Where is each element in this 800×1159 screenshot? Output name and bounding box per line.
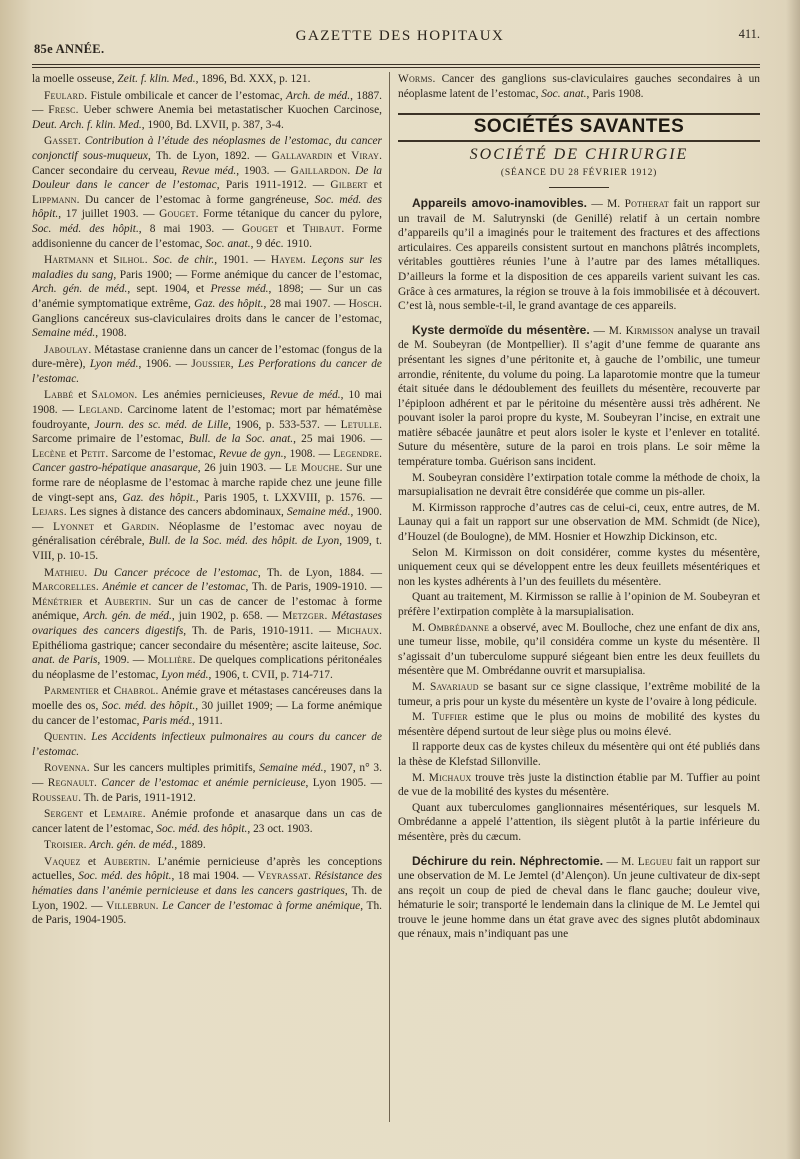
- bibliography-entry: Parmentier et Chabrol. Anémie grave et métastases cancéreuses dans la moelle des os, Soc. méd. des hôpit., 30 juillet 1909; — La forme anémique du cancer de l’estomac, Paris méd., 1911.: [32, 685, 383, 727]
- article-lead-paragraph: [398, 323, 760, 470]
- article-paragraph: Quant au traitement, M. Kirmisson se rallie à l’opinion de M. Soubeyran et préfère l’extirpation complète à la marsupialisation.: [398, 591, 760, 618]
- article-paragraph: M. Ombrédanne a observé, avec M. Boulloche, chez une enfant de dix ans, une tumeur lisse, mobile, qu’il considéra comme un kyste du mésentère. Il s’agissait d’un tuberculome suppuré siégeant bien entre les deux feuillets du mésentère que M. Ombrédanne ouvrit et marsupialisa.: [398, 621, 761, 678]
- article-body: — M. Kirmisson analyse un travail de M. Soubeyran (de Montpellier). Il s’agit d’une femme de quarante ans présentant les signes d’une péritonite et, à gauche de l’ombilic, une tumeur arrondie, rénitente, du volume du poing. La laparotomie montre que la tumeur était située dans le dédoublement des feuillets du mésentère, recouverte par l’épiploon adhérent et par le péritoine du mésentère aussi très adhérent. Ne pouvant isoler la paroi propre du kyste, M. Soubeyran l’incise, en extrait une matière sébacée jaunâtre et peut alors isoler le kyste et l’enlever en totalité. Suture du mésentère, suture de la paroi en trois plans. Le soir même la température tomba. Guérison sans incident.: [398, 324, 761, 469]
- article-lead-paragraph: [398, 854, 760, 943]
- bibliography-entry: Quentin. Les Accidents infectieux pulmonaires au cours du cancer de l’estomac.: [32, 731, 382, 758]
- issue-year: 85e ANNÉE.: [34, 42, 105, 56]
- article-body: — M. Potherat fait un rapport sur un travail de M. Salutrynski (de Genillé) relatif à un certain nombre d’appareils qu’il a imaginés pour le traitement des fractures et des affections articulaires. Ces appareils consistent surtout en manchons plâtrés incomplets, véritables gouttières réunies l’une à l’autre par des lames métalliques. D’ailleurs la forme et la disposition de ces appareils varient suivant les cas. Grâce à ces armatures, la région se trouve à la fois immobilisée et à découvert. C’est là, nous semble-t-il, le grand avantage de ces appareils.: [398, 197, 760, 313]
- bibliography-entry-continued: Worms. Cancer des ganglions sus-claviculaires gauches secondaires à un néoplasme latent de l’estomac, Soc. anat., Paris 1908.: [398, 73, 760, 100]
- bibliography-entry: Labbé et Salomon. Les anémies pernicieuses, Revue de méd., 10 mai 1908. — Legland. Carcinome latent de l’estomac; mort par hématémèse foudroyante, Journ. des sc. méd. de Lille, 1906, p. 533-537. — Letulle. Sarcome primaire de l’estomac, Bull. de la Soc. anat., 25 mai 1906. — Lecène et Petit. Sarcome de l’estomac, Revue de gyn., 1908. — Legendre. Cancer gastro-hépatique anasarque, 26 juin 1903. — Le Mouche. Sur une forme rare de néoplasme de l’estomac à marche rapide chez une jeune fille de vingt-sept ans, Gaz. des hôpit., Paris 1905, t. LXXVIII, p. 1576. — Lejars. Les signes à distance des cancers abdominaux, Semaine méd., 1900. — Lyonnet et Gardin. Néoplasme de l’estomac avec noyau de généralisation cérébrale, Bull. de la Soc. méd. des hôpit. de Lyon, 1909, t. VIII, p. 10-15.: [32, 389, 383, 562]
- bibliography-entry: Jaboulay. Métastase cranienne dans un cancer de l’estomac (fongus de la dure-mère), Lyon méd., 1906. — Joussier, Les Perforations du cancer de l’estomac.: [32, 343, 382, 385]
- article-lead-paragraph: [398, 196, 760, 314]
- header-rule: [32, 64, 760, 68]
- page-number: 411.: [738, 27, 760, 41]
- article-body: — M. Legueu fait un rapport sur une observation de M. Le Jemtel (d’Alençon). Un jeune cultivateur de dix-sept ans reçoit un coup de pied de cheval dans le flanc gauche; douleur vive, hématurie le soir; transporté le lendemain dans la clinique de M. Le Jemtel qui trouve le jeune homme dans un état grave avec des signes plutôt abdominaux que rénaux, mais n’indiquant pas une: [398, 855, 760, 941]
- society-name: SOCIÉTÉ DE CHIRURGIE: [469, 145, 689, 163]
- reports-column: [398, 72, 760, 943]
- session-date: (SÉANCE DU 28 FÉVRIER 1912): [500, 168, 658, 179]
- article-paragraph: M. Savariaud se basant sur ce signe classique, l’extrême mobilité de la tumeur, a pris pour un kyste du mésentère un kyste de l’ovaire à long pédicule.: [398, 680, 760, 708]
- bibliography-entry: Feulard. Fistule ombilicale et cancer de l’estomac, Arch. de méd., 1887. — Fresc. Ueber schwere Anemia bei metastatischer Kuochen Carcinose, Deut. Arch. f. klin. Med., 1900, Bd. LXVII, p. 387, 3-4.: [32, 89, 382, 131]
- article-paragraph: M. Soubeyran considère l’extirpation totale comme la méthode de choix, la marsupialisation ne devrait être considérée que comme un pis-aller.: [398, 471, 760, 499]
- bibliography-entry: Vaquez et Aubertin. L’anémie pernicieuse d’après les conceptions actuelles, Soc. méd. des hôpit., 18 mai 1904. — Veyrassat. Résistance des hématies dans l’anémie pernicieuse et dans les cancers gastriques, Th. de Lyon, 1902. — Villebrun. Le Cancer de l’estomac à forme anémique, Th. de Paris, 1904-1905.: [32, 855, 383, 927]
- journal-title: GAZETTE DES HOPITAUX: [295, 28, 505, 44]
- bibliography-entry: Troisier. Arch. gén. de méd., 1889.: [44, 839, 206, 852]
- bibliography-entry: Hartmann et Silhol. Soc. de chir., 1901. — Hayem. Leçons sur les maladies du sang, Paris 1900; — Forme anémique du cancer de l’estomac, Arch. gén. de méd., sept. 1904, et Presse méd., 1898; — Sur un cas d’anémie symptomatique extrême, Gaz. des hôpit., 28 mai 1907. — Hosch. Ganglions cancéreux sus-claviculaires droits dans le cancer de l’estomac, Semaine méd., 1908.: [32, 254, 382, 340]
- page-header: [0, 22, 800, 62]
- article-paragraph: M. Kirmisson rapproche d’autres cas de celui-ci, ceux, entre autres, de M. Launay qui a fait un rapport sur une observation de MM. Schmidt (de Nice), d’Houzel (de Boulogne), de MM. Hosnier et Howzhip Dickinson, etc.: [398, 501, 760, 544]
- report-article: [398, 196, 760, 314]
- bibliography-entry: Rovenna. Sur les cancers multiples primitifs, Semaine méd., 1907, n° 3. — Regnault. Cancer de l’estomac et anémie pernicieuse, Lyon 1905. — Rousseau. Th. de Paris, 1911-1912.: [32, 762, 382, 804]
- report-article: [398, 854, 760, 943]
- article-heading: Kyste dermoïde du mésentère.: [412, 322, 590, 337]
- bibliography-entry: Gasset. Contribution à l’étude des néoplasmes de l’estomac, du cancer conjonctif sous-muqueux, Th. de Lyon, 1892. — Gallavardin et Viray. Cancer secondaire du cerveau, Revue méd., 1903. — Gaillardon. De la Douleur dans le cancer de l’estomac, Paris 1911-1912. — Gilbert et Lippmann. Du cancer de l’estomac à forme gangréneuse, Soc. méd. des hôpit., 17 juillet 1903. — Gouget. Forme tétanique du cancer du pylore, Soc. méd. des hôpit., 8 mai 1903. — Gouget et Thibaut. Forme addisonienne du cancer de l’estomac, Soc. anat., 9 déc. 1910.: [32, 135, 383, 250]
- article-paragraph: Selon M. Kirmisson on doit considérer, comme kystes du mésentère, uniquement ceux qui se développent entre les deux feuillets mésentériques et non les kystes adhérents à l’un des feuillets du mésentère.: [398, 546, 760, 588]
- article-paragraph: Quant aux tuberculomes ganglionnaires mésentériques, sur lesquels M. Ombrédanne a appelé l’attention, ils siègent plutôt à la partie inférieure du mésentère, près du cæcum.: [398, 801, 760, 843]
- page-edge-shadow: [786, 0, 800, 1159]
- article-heading: Appareils amovo-inamovibles.: [412, 195, 587, 210]
- article-paragraph: M. Michaux trouve très juste la distinction établie par M. Tuffier au point de vue de la mobilité des kystes du mésentère.: [398, 771, 761, 799]
- article-paragraph: M. Tuffier estime que le plus ou moins de mobilité des kystes du mésentère dépend surtout de leur siège plus ou moins élevé.: [398, 711, 761, 738]
- bibliography-entry: la moelle osseuse, Zeit. f. klin. Med., 1896, Bd. XXX, p. 121.: [32, 73, 311, 85]
- column-divider: [389, 72, 390, 1122]
- society-heading: [398, 145, 760, 181]
- report-article: [398, 323, 760, 845]
- section-title: SOCIÉTÉS SAVANTES: [473, 116, 685, 138]
- short-rule: [549, 187, 609, 188]
- article-heading: Déchirure du rein. Néphrectomie.: [412, 853, 604, 868]
- bibliography-entry: Sergent et Lemaire. Anémie profonde et anasarque dans un cas de cancer latent de l’estomac, Soc. méd. des hôpit., 23 oct. 1903.: [32, 808, 382, 835]
- article-list: [398, 196, 760, 942]
- article-paragraph: Il rapporte deux cas de kystes chileux du mésentère qui ont été publiés dans la thèse de Klefstad Sillonville.: [398, 741, 760, 768]
- bibliography-column: [32, 72, 382, 929]
- section-band: [398, 113, 760, 142]
- bibliography-entry: Mathieu. Du Cancer précoce de l’estomac, Th. de Lyon, 1884. — Marcorelles. Anémie et cancer de l’estomac, Th. de Paris, 1909-1910. — Ménétrier et Aubertin. Sur un cas de cancer de l’estomac à forme anémique, Arch. gén. de méd., juin 1902, p. 658. — Metzger. Métastases ovariques des cancers digestifs, Th. de Paris, 1910-1911. — Michaux. Epithélioma gastrique; cancer secondaire du mésentère; ascite laiteuse, Soc. anat. de Paris, 1909. — Mollière. De quelques complications péritonéales du néoplasme de l’estomac, Lyon méd., 1906, t. CVII, p. 714-717.: [32, 566, 383, 681]
